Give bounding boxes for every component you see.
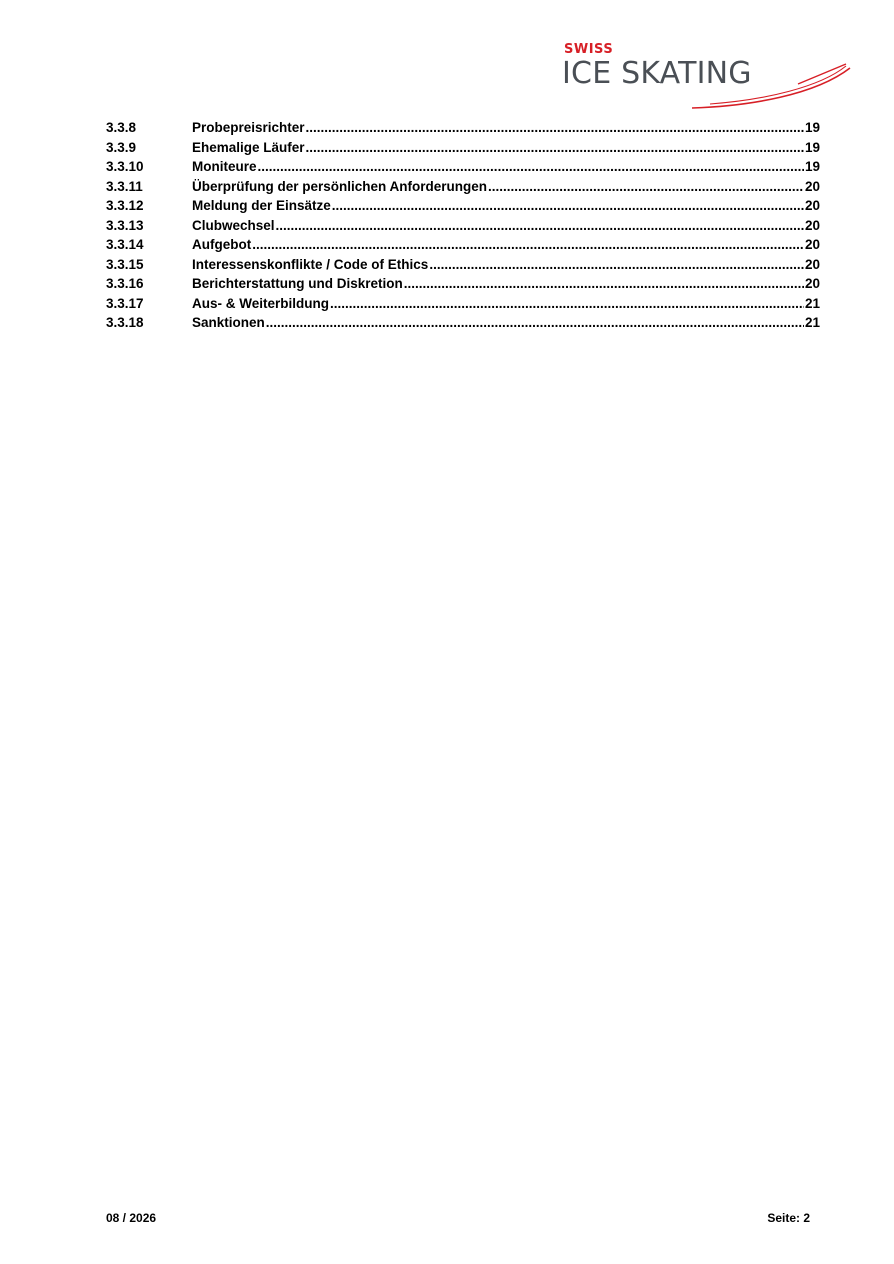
toc-entry-number: 3.3.18 bbox=[106, 315, 144, 330]
toc-entry-number: 3.3.13 bbox=[106, 217, 144, 233]
toc-dot-leader bbox=[306, 120, 804, 135]
toc-entry-page: 20 bbox=[804, 256, 820, 272]
toc-dot-leader bbox=[404, 276, 804, 291]
toc-entry[interactable] bbox=[106, 140, 820, 160]
toc-entry-page: 20 bbox=[804, 178, 820, 194]
toc-dot-leader bbox=[306, 140, 804, 155]
toc-entry[interactable] bbox=[106, 276, 820, 296]
skate-swoosh-icon bbox=[560, 40, 856, 112]
toc-dot-leader bbox=[252, 237, 804, 252]
toc-dot-leader bbox=[258, 159, 804, 174]
toc-entry[interactable] bbox=[106, 257, 820, 277]
toc-entry[interactable] bbox=[106, 179, 820, 199]
toc-entry-title: Meldung der Einsätze bbox=[192, 198, 331, 213]
swiss-ice-skating-logo bbox=[560, 40, 856, 112]
toc-entry-title: Berichterstattung und Diskretion bbox=[192, 276, 403, 291]
toc-entry-number: 3.3.14 bbox=[106, 237, 144, 252]
toc-entry-number: 3.3.11 bbox=[106, 178, 143, 194]
footer-page-number: Seite: 2 bbox=[767, 1211, 810, 1225]
toc-entry-title: Clubwechsel bbox=[192, 217, 275, 233]
toc-entry-title: Probepreisrichter bbox=[192, 120, 305, 135]
toc-entry-title: Interessenskonflikte / Code of Ethics bbox=[192, 256, 429, 272]
toc-entry[interactable] bbox=[106, 237, 820, 257]
toc-entry-number: 3.3.12 bbox=[106, 198, 144, 213]
toc-entry-page: 19 bbox=[804, 139, 820, 155]
toc-entry-number: 3.3.10 bbox=[106, 159, 144, 174]
toc-entry-page: 20 bbox=[804, 198, 820, 213]
toc-entry-title: Aus- & Weiterbildung bbox=[192, 295, 329, 311]
footer-date: 08 / 2026 bbox=[106, 1211, 157, 1225]
toc-entry-number: 3.3.8 bbox=[106, 120, 137, 135]
toc-entry[interactable] bbox=[106, 159, 820, 179]
toc-entry-number: 3.3.17 bbox=[106, 295, 144, 311]
toc-entry-title: Sanktionen bbox=[192, 315, 265, 330]
toc-entry-title: Aufgebot bbox=[192, 237, 252, 252]
toc-entry[interactable] bbox=[106, 218, 820, 238]
toc-dot-leader bbox=[429, 257, 804, 272]
toc-entry-number: 3.3.9 bbox=[106, 139, 137, 155]
toc-dot-leader bbox=[488, 179, 804, 194]
toc-dot-leader bbox=[266, 315, 804, 330]
toc-dot-leader bbox=[332, 198, 804, 213]
toc-entry-page: 20 bbox=[804, 237, 820, 252]
toc-entry-title: Überprüfung der persönlichen Anforderungen bbox=[192, 178, 488, 194]
toc-entry-page: 19 bbox=[804, 159, 820, 174]
toc-entry-page: 21 bbox=[804, 315, 820, 330]
toc-entry-page: 20 bbox=[804, 217, 820, 233]
toc-dot-leader bbox=[330, 296, 804, 311]
logo-main-text: ICE SKATING bbox=[562, 56, 752, 91]
toc-entry[interactable] bbox=[106, 120, 820, 140]
toc-entry-number: 3.3.16 bbox=[106, 276, 144, 291]
toc-entry-page: 20 bbox=[804, 276, 820, 291]
toc-entry-title: Moniteure bbox=[192, 159, 257, 174]
toc-entry[interactable] bbox=[106, 296, 820, 316]
toc-entry-number: 3.3.15 bbox=[106, 256, 144, 272]
toc-entry-page: 19 bbox=[804, 120, 820, 135]
toc-entry-title: Ehemalige Läufer bbox=[192, 139, 305, 155]
toc-entry-page: 21 bbox=[804, 295, 820, 311]
toc-entry[interactable] bbox=[106, 198, 820, 218]
logo-top-text: SWISS bbox=[564, 42, 614, 57]
toc-entry[interactable] bbox=[106, 315, 820, 335]
toc-dot-leader bbox=[276, 218, 804, 233]
table-of-contents bbox=[106, 120, 820, 335]
